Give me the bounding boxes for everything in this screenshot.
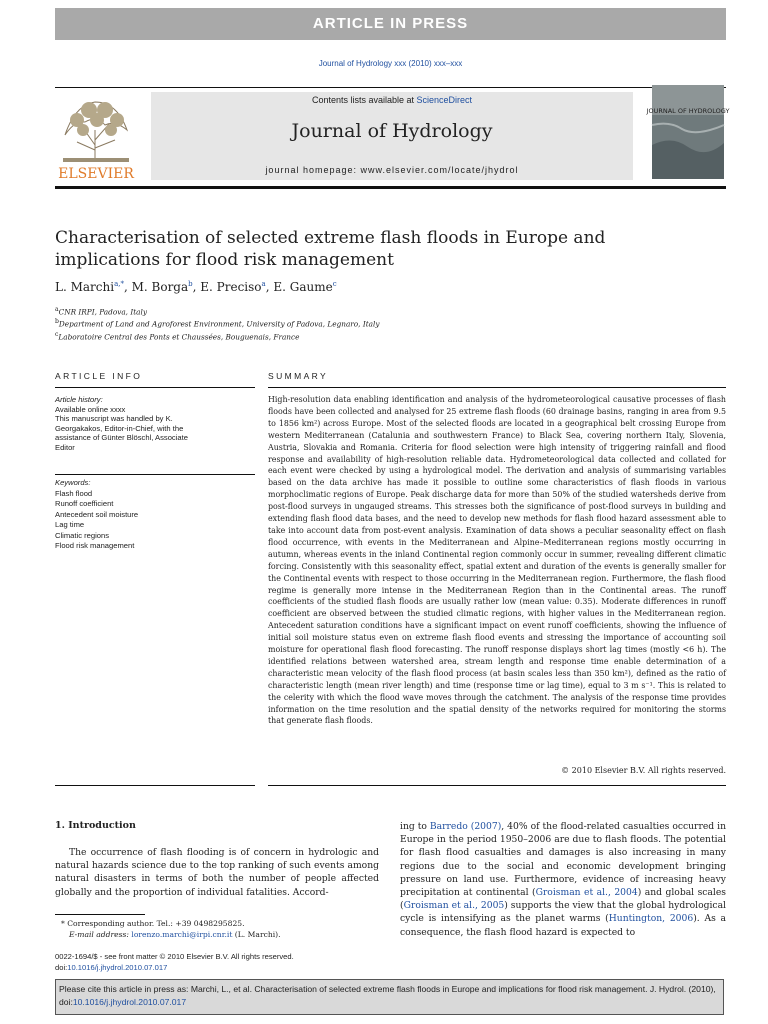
contents-line <box>151 95 633 105</box>
author-affiliation-mark[interactable]: a <box>261 280 266 288</box>
citation-link[interactable]: Groisman et al., 2005 <box>403 900 505 912</box>
header-divider-top <box>55 87 726 88</box>
journal-reference-link[interactable]: Journal of Hydrology xxx (2010) xxx–xxx <box>318 59 463 68</box>
article-in-press-banner: ARTICLE IN PRESS <box>55 8 726 40</box>
divider <box>268 785 726 786</box>
journal-title: Journal of Hydrology <box>291 120 493 142</box>
history-line: assistance of Günter Blöschl, Associate <box>55 433 188 442</box>
history-line: Available online xxxx <box>55 404 126 414</box>
author-list: L. Marchi$^{a,*}$, M. Borga$^b$, E. Preciso$^a$, E. Gaume$^c$ <box>55 280 337 294</box>
article-history <box>55 395 250 452</box>
doi-label: doi: <box>55 963 68 972</box>
email-label: E-mail address: <box>69 930 132 939</box>
section-heading-introduction: 1. Introduction <box>55 820 136 831</box>
keyword-item: Antecedent soil moisture <box>55 509 139 519</box>
intro-paragraph-right <box>400 820 726 939</box>
keyword-item: Flood risk management <box>55 541 135 550</box>
journal-homepage[interactable]: journal homepage: www.elsevier.com/locate/jhydrol <box>265 165 519 175</box>
citation-link[interactable]: Barredo (2007) <box>429 821 502 832</box>
history-line: This manuscript was handled by K. <box>55 414 173 423</box>
affiliation-text: Department of Land and Agroforest Environment, University of Padova, Legnaro, Italy <box>58 319 380 329</box>
citation-box <box>55 979 724 1015</box>
elsevier-wordmark: ELSEVIER <box>58 166 134 182</box>
affiliation-label: a <box>55 306 59 313</box>
divider <box>55 474 255 475</box>
citation-doi-link[interactable]: 10.1016/j.jhydrol.2010.07.017 <box>72 997 187 1007</box>
history-line: Editor <box>55 442 75 452</box>
author-name[interactable]: E. Gaume <box>273 280 333 294</box>
email-link[interactable]: lorenzo.marchi@irpi.cnr.it <box>131 930 233 939</box>
elsevier-logo <box>55 90 137 182</box>
author-name[interactable]: E. Preciso <box>200 280 262 294</box>
affiliation-text: CNR IRPI, Padova, Italy <box>58 307 147 317</box>
author-name[interactable]: L. Marchi <box>55 280 115 294</box>
author-affiliation-mark[interactable]: b <box>188 280 193 288</box>
summary-abstract: High-resolution data enabling identification and analysis of the hydrometeorological causative processes of flash floods have been collected and analysed for 25 extreme flash floods (60 drainage basins, ranging in area from 9.5 to 1856 km²) across Europe. Most of the selected floods are located in a geographical belt crossing Europe from western Mediterranean (Catalunia and southwestern France) to Black Sea, covering northern Italy, Slovenia, Austria, Slovakia and Romania. Criteria for flood selection were high intensity of triggering rainfall and flood response and availability of high-resolution reliable data. Hydrometeorological data collected and collated for each event were checked by using a hydrological model. The derivation and analysis of summarising variables based on the data archive has made it possible to outline some characteristics of flash floods in various morphoclimatic regions of Europe. Peak discharge data for more than 50% of the studied watersheds derive from post-flood surveys in ungauged streams. This stresses both the significance of post-flood surveys in building and extending flash flood data bases, and the need to develop new methods for flash flood hazard assessment able to take into account data from post-event analysis. Examination of data shows a peculiar seasonality effect on flash flood occurrence, with events in the Mediterranean and Alpine–Mediterranean regions mostly occurring in autumn, whereas events in the inland Continental region commonly occur in summer, revealing different climatic forcing. Consistently with this seasonality effect, spatial extent and duration of the events is generally smaller for the Continental events with respect to those occurring in the Mediterranean region. Furthermore, the flash flood regime is generally more intense in the Mediterranean Region than in the Continental areas. The runoff coefficients of the studied flash floods are usually rather low (mean value: 0.35). Moderate differences in runoff coefficient are observed between the studied climatic regions, with higher values in the Mediterranean region. Antecedent saturation conditions have a significant impact on event runoff coefficients, showing the influence of initial soil moisture status even on extreme flash flood events and stressing the importance of accounting soil moisture for operational flash flood forecasting. The runoff response displays short lag times (mostly <6 h). The identified relations between watershed area, stream length and response time enable determination of a characteristic mean velocity of the flash flood process (at basin scales less than 350 km²), defined as the ratio of characteristic length (mean river length) and time (response time or lag time), equal to 3 m s⁻¹. This is related to the celerity with which the flood wave moves through the catchment. The analysis of the response time provides information on the time resolution and the spatial density of the networks required for monitoring the storms that generate flash floods. <box>268 395 726 726</box>
doi-link[interactable]: 10.1016/j.jhydrol.2010.07.017 <box>67 963 168 972</box>
keyword-item: Climatic regions <box>55 530 110 540</box>
affiliation-label: b <box>55 318 59 326</box>
citation-text: Please cite this article in press as: Marchi, L., et al. Characterisation of selected extreme flash floods in Europe and implications for flood risk management. J. Hydrol. (2010), doi: <box>59 984 716 1007</box>
footnote <box>55 918 385 940</box>
divider <box>55 785 255 786</box>
author-affiliation-mark[interactable]: c <box>332 280 337 288</box>
article-info-heading: ARTICLE INFO <box>55 371 143 381</box>
keyword-item: Lag time <box>55 520 85 529</box>
copyright-notice: © 2010 Elsevier B.V. All rights reserved. <box>561 766 726 775</box>
keywords-label: Keywords: <box>55 478 91 487</box>
history-line: Georgakakos, Editor-in-Chief, with the <box>55 423 184 433</box>
corresponding-author-note: * Corresponding author. Tel.: +39 0498295825. <box>61 919 245 928</box>
keyword-item: Runoff coefficient <box>55 499 114 508</box>
intro-text-segment: , 40% of the flood-related casualties occurred in Europe in the period 1950–2006 are due to flash floods. The potential for flash flood casualties and damages is also increasing in many regions due to the social and economic development bringing pressure on land use. Furthermore, evidence of increasing heavy precipitation at continental ( <box>400 821 726 899</box>
header-divider-bottom <box>55 186 726 189</box>
affiliation-item <box>55 317 379 329</box>
contents-prefix: Contents lists available at <box>311 95 417 105</box>
affiliations <box>55 305 379 342</box>
summary-heading: SUMMARY <box>268 371 329 381</box>
front-matter-line: 0022-1694/$ - see front matter © 2010 Elsevier B.V. All rights reserved. <box>55 952 294 961</box>
author-affiliation-mark[interactable]: a,* <box>114 280 124 288</box>
cover-title: JOURNAL OF HYDROLOGY <box>646 107 730 115</box>
intro-text-segment: ) supports the view that the global hydrological cycle is intensifying as the planet warms ( <box>400 900 726 925</box>
affiliation-text: Laboratoire Central des Ponts et Chaussées, Bouguenais, France <box>58 332 300 342</box>
journal-cover-image <box>646 85 730 179</box>
sciencedirect-link[interactable]: ScienceDirect <box>416 95 473 105</box>
keywords-list <box>55 478 250 552</box>
affiliation-item <box>55 305 379 317</box>
front-matter <box>55 951 385 973</box>
intro-paragraph-left: The occurrence of flash flooding is of concern in hydrologic and natural hazards science due to the top ranking of such events among natural disasters in terms of both the number of people affected globally and the proportion of individual fatalities. Accord- <box>55 847 379 898</box>
divider <box>55 387 255 388</box>
intro-text-segment: ) and global scales ( <box>400 887 727 912</box>
intro-text-segment: ). As a consequence, the flash flood hazard is expected to <box>400 913 726 938</box>
keyword-item: Flash flood <box>55 488 93 498</box>
divider <box>268 387 726 388</box>
footnote-divider <box>55 914 145 915</box>
affiliation-label: c <box>55 330 59 338</box>
citation-link[interactable]: Huntington, 2006 <box>608 913 694 925</box>
author-name[interactable]: M. Borga <box>131 280 189 294</box>
article-title: Characterisation of selected extreme flash floods in Europe and implications for flood risk management <box>55 228 606 270</box>
email-suffix: (L. Marchi). <box>232 930 281 939</box>
intro-text-segment: ing to <box>400 821 430 832</box>
history-label: Article history: <box>55 395 103 404</box>
affiliation-item <box>55 330 379 342</box>
citation-link[interactable]: Groisman et al., 2004 <box>535 887 638 899</box>
